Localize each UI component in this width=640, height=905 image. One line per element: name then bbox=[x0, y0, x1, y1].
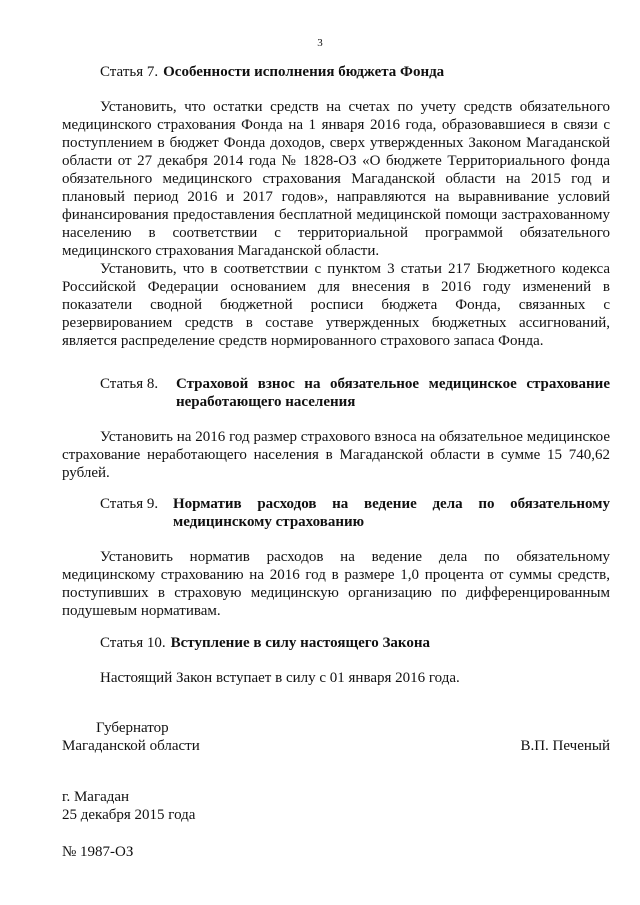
article-7-paragraph-2: Установить, что в соответствии с пунктом 3 статьи 217 Бюджетного кодекса Российской Федерации основанием для внесения в 2016 году изменений в показатели сводной бюджетной росписи бюджета Фонда, связанных с резервированием средств в составе утвержденных бюджетных ассигнований, является распределение средств нормированного страхового запаса Фонда. bbox=[62, 261, 610, 349]
article-10-heading bbox=[62, 634, 610, 652]
article-10-paragraph-1: Настоящий Закон вступает в силу с 01 января 2016 года. bbox=[100, 670, 460, 686]
article-10 bbox=[62, 634, 610, 687]
article-7-title: Особенности исполнения бюджета Фонда bbox=[163, 64, 445, 80]
article-7 bbox=[62, 63, 610, 350]
article-10-label: Статья 10. bbox=[100, 635, 166, 651]
footer-date: 25 декабря 2015 года bbox=[62, 807, 196, 823]
article-8-title: Страховой взнос на обязательное медицинское страхование неработающего населения bbox=[176, 376, 610, 410]
article-9-paragraph-1: Установить норматив расходов на ведение дела по обязательному медицинскому страхованию на 2016 год в размере 1,0 процента от суммы средств, поступивших в страховую медицинскую организацию по дифференцированным подушевым нормативам. bbox=[62, 549, 610, 619]
footer-law-number: № 1987-ОЗ bbox=[62, 844, 134, 860]
article-7-paragraph-1: Установить, что остатки средств на счетах по учету средств обязательного медицинского страхования Фонда на 1 января 2016 года, образовавшиеся в связи с поступлением в бюджет Фонда доходов, сверх утвержденных Законом Магаданской области от 27 декабря 2014 года № 1828-ОЗ «О бюджете Территориального фонда обязательного медицинского страхования Магаданской области на 2015 год и плановый период 2016 и 2017 годов», направляются на выравнивание условий финансирования предоставления бесплатной медицинской помощи застрахованному населению в соответствии с территориальной программой обязательного медицинского страхования Магаданской области. bbox=[62, 99, 610, 259]
signature-block bbox=[62, 719, 610, 755]
article-9-title: Норматив расходов на ведение дела по обязательному медицинскому страхованию bbox=[173, 496, 610, 530]
article-7-label: Статья 7. bbox=[100, 64, 159, 80]
article-8-label: Статья 8. bbox=[100, 376, 159, 392]
footer-city: г. Магадан bbox=[62, 789, 130, 805]
article-10-title: Вступление в силу настоящего Закона bbox=[170, 635, 430, 651]
page-number: 3 bbox=[317, 37, 323, 49]
signature-row bbox=[62, 737, 610, 755]
article-9 bbox=[62, 495, 610, 620]
signature-position-line-1: Губернатор bbox=[96, 720, 169, 736]
article-8-paragraph-1: Установить на 2016 год размер страхового взноса на обязательное медицинское страхование неработающего населения в Магаданской области в сумме 15 740,62 рублей. bbox=[62, 429, 610, 481]
article-8-heading bbox=[62, 375, 610, 411]
footer-law-number-block bbox=[62, 843, 362, 861]
footer-city-date bbox=[62, 788, 362, 824]
article-9-heading bbox=[62, 495, 610, 531]
signature-name: В.П. Печеный bbox=[520, 738, 610, 754]
article-7-heading bbox=[62, 63, 610, 81]
signature-position-line-2: Магаданской области bbox=[62, 738, 200, 754]
article-8 bbox=[62, 375, 610, 482]
article-9-label: Статья 9. bbox=[100, 496, 159, 512]
